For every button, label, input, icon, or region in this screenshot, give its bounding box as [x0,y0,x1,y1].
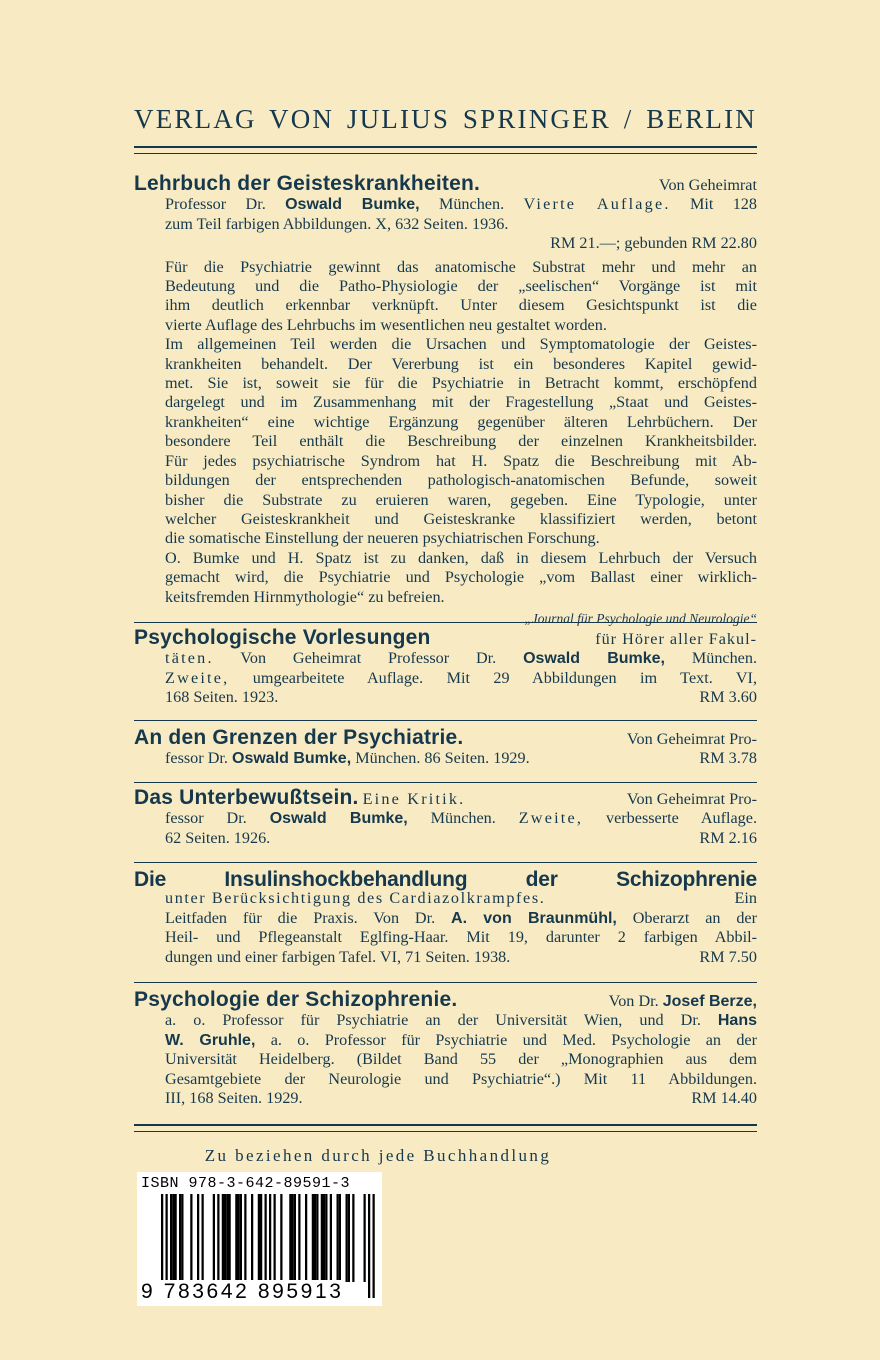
entry-text: a. o. Professor für Psychiatrie an der Universität Wien, und Dr. [165,1011,701,1030]
barcode-bar [314,1194,316,1282]
barcode-bar [330,1194,332,1282]
entry-text: für Hörer aller Fakul- [595,630,757,648]
entry-text: umgearbeitete Auflage. Mit 29 Abbildungen im Text. VI, [252,668,757,687]
entry-text: Oberarzt an der [632,908,758,927]
book-entry [134,788,757,848]
book-title: Psychologie der Schizophrenie. [134,988,458,1011]
barcode-bar [181,1194,183,1282]
barcode-bar [321,1194,323,1282]
barcode-bar [251,1194,253,1282]
entry-text: fessor Dr. [165,749,228,768]
review-line: O. Bumke und H. Spatz ist zu danken, daß in diesem Lehrbuch der Versuch [165,548,757,567]
review-line: krankheiten behandelt. Der Vererbung ist ein besonderes Kapitel gewid- [165,354,757,373]
entry-text: Leitfaden für die Praxis. Von Dr. [165,908,436,927]
barcode-bar [305,1194,307,1282]
barcode-bar [323,1194,325,1282]
barcode-bar [325,1194,327,1282]
author-name: Oswald Bumke, [523,650,665,668]
price: RM 7.50 [699,947,757,966]
entry-text-line: Heil- und Pflegeanstalt Eglfing-Haar. Mit 19, darunter 2 farbigen Abbil- [165,928,757,947]
entry-text-line [165,195,757,214]
divider [134,862,757,863]
review-line: Bedeutung und die Patho-Physiologie der „seelischen“ Vorgänge ist mit [165,277,757,296]
entry-text: verbesserte Auflage. [606,809,758,828]
entry-text: München. [691,649,758,668]
entry-text-line [165,809,757,828]
book-title: Die Insulinshockbehandlung der Schizophrenie [134,868,757,891]
price-row [165,829,757,848]
book-title: Das Unterbewußtsein. [134,786,359,809]
entry-text: Professor Dr. [165,195,266,214]
barcode-bar [346,1194,348,1282]
entry-text: dungen und einer farbigen Tafel. VI, 71 Seiten. 1938. [165,947,511,966]
isbn-label: ISBN 978-3-642-89591-3 [141,1175,351,1192]
edition-text: Vierte Auflage. [523,195,671,214]
entry-text: a. o. Professor für Psychiatrie und Med. Psychologie an der [270,1030,757,1049]
barcode-bar [348,1194,350,1282]
barcode-bar [222,1194,224,1282]
barcode-bar [202,1194,204,1282]
barcode-bar [292,1194,294,1282]
book-entry [134,174,757,628]
barcode-bar [244,1194,246,1282]
entry-text-line [165,909,757,928]
book-entry [134,870,757,967]
barcode-bar [337,1194,339,1282]
barcode-bar [213,1194,215,1282]
entry-text-line [165,749,530,768]
barcode-bar [373,1194,375,1298]
entry-text: 168 Seiten. 1923. [165,688,279,707]
entry-text: München. [438,195,505,214]
price-row [165,948,757,967]
entry-text: Von Geheimrat [658,176,757,194]
barcode-bar [312,1194,314,1282]
entry-text: Von Geheimrat Pro- [626,790,757,808]
entry-text-line [165,669,757,688]
barcode-bar [179,1194,181,1282]
book-entry [134,728,757,769]
barcode-bar [339,1194,341,1282]
price: RM 21.—; gebunden RM 22.80 [550,234,757,253]
entry-text-line: Gesamtgebiete der Neurologie und Psychiatrie“.) Mit 11 Abbildungen. [165,1069,757,1088]
book-title: An den Grenzen der Psychiatrie. [134,726,464,749]
barcode-bar [258,1194,260,1282]
footer-note: Zu beziehen durch jede Buchhandlung [204,1146,552,1165]
barcode-bar [294,1194,296,1282]
book-title: Psychologische Vorlesungen [134,626,431,649]
entry-text-line [165,1031,757,1050]
entry-text-line [165,649,757,668]
review-line: Im allgemeinen Teil werden die Ursachen und Symptomatologie der Geistes- [165,335,757,354]
author-name: Hans [717,1012,757,1030]
price-row [165,1089,757,1108]
entry-text: München. 86 Seiten. 1929. [355,749,530,768]
entry-text: Von Dr. [608,992,659,1010]
review-line: met. Sie ist, soweit sie für die Psychiatrie in Betracht kommt, erschöpfend [165,374,757,393]
entry-text: Mit 128 [689,195,757,214]
price-row [165,688,757,707]
book-entry [134,990,757,1108]
entry-text: Ein [734,889,757,908]
review-line: keitsfremden Hirnmythologie“ zu befreien. [165,587,445,606]
review-source: „Journal für Psychologie und Neurologie“ [524,610,757,626]
entry-title-line [134,788,465,809]
barcode-bar [298,1194,300,1282]
barcode-bar [238,1194,240,1282]
review-line: bisher die Substrate zu eruieren waren, gegeben. Eine Typologie, unter [165,490,757,509]
barcode-digits: 9 783642 895913 [141,1280,344,1303]
price: RM 3.78 [699,749,757,768]
entry-text: Von Geheimrat Pro- [626,730,757,748]
book-title: Lehrbuch der Geisteskrankheiten. [134,172,481,195]
review-line: ihm deutlich erkennbar verknüpft. Unter diesem Gesichtspunkt ist die [165,296,757,315]
review-line: welcher Geisteskrankheit und Geisteskranke klassifiziert werden, betont [165,509,757,528]
barcode-bar [217,1194,219,1282]
divider [134,782,757,783]
entry-text-line [609,992,757,1011]
review-line: vierte Auflage des Lehrbuchs im wesentlichen neu gestaltet worden. [165,315,607,334]
price-row [165,749,757,768]
review-line: bildungen der entsprechenden pathologisch-anatomischen Befunde, soweit [165,471,757,490]
divider [134,720,757,721]
barcode-bar [368,1194,370,1298]
review-line: die somatische Einstellung der neueren psychiatrischen Forschung. [165,529,600,548]
barcode-bar [190,1194,192,1282]
review-text [165,258,757,607]
divider [134,622,757,623]
footer-rule [134,1124,757,1132]
author-name: Josef Berze, [662,993,757,1010]
barcode-bar [175,1194,177,1282]
author-name: Oswald Bumke, [285,196,420,214]
isbn-barcode [137,1172,382,1306]
entry-text: München. [430,809,496,828]
author-name: Oswald Bumke, [269,810,408,828]
price: RM 14.40 [691,1089,757,1108]
barcode-bar [172,1194,174,1282]
barcode-bar [240,1194,242,1282]
entry-text-line: Universität Heidelberg. (Bildet Band 55 der „Monographien aus dem [165,1050,757,1069]
barcode-bar [197,1194,199,1282]
review-line: krankheiten“ eine wichtige Ergänzung gegenüber älteren Lehrbüchern. Der [165,412,757,431]
barcode-bar [224,1194,226,1282]
entry-text: III, 168 Seiten. 1929. [165,1089,303,1108]
barcode-bar [364,1194,366,1282]
barcode-bar [352,1194,354,1282]
review-line: dargelegt und im Zusammenhang mit der Fragestellung „Staat und Geistes- [165,393,757,412]
author-name: Oswald Bumke, [232,750,352,768]
author-name: W. Gruhle, [165,1031,256,1049]
review-line: Für die Psychiatrie gewinnt das anatomische Substrat mehr und mehr an [165,257,757,276]
price: RM 2.16 [699,828,757,847]
book-entry [134,628,757,708]
review-line: gemacht wird, die Psychiatrie und Psychologie „vom Ballast einer wirklich- [165,568,757,587]
review-line: besondere Teil enthält die Beschreibung der einzelnen Krankheitsbilder. [165,432,757,451]
entry-text: unter Berücksichtigung des Cardiazolkrampfes. [165,889,546,908]
barcode-bar [226,1194,228,1282]
review-line: Für jedes psychiatrische Syndrom hat H. Spatz die Beschreibung mit Ab- [165,451,757,470]
edition-text: Zweite, [518,809,584,828]
entry-text: Von Geheimrat Professor Dr. [240,649,497,668]
barcode-bar [260,1194,262,1282]
publisher-header: VERLAG VON JULIUS SPRINGER / BERLIN [134,104,757,134]
barcode-bar [316,1194,318,1282]
barcode-bar [229,1194,231,1282]
divider [134,982,757,983]
entry-text-line: zum Teil farbigen Abbildungen. X, 632 Seiten. 1936. [165,214,509,233]
barcode-bar [170,1194,172,1282]
barcode-bar [235,1194,237,1282]
author-name: A. von Braunmühl, [451,909,617,927]
barcode-bar [274,1194,276,1282]
barcode-bar [280,1194,282,1282]
entry-text: Eine Kritik. [362,790,466,808]
entry-text: fessor Dr. [165,809,247,828]
price: RM 3.60 [699,688,757,707]
header-rule [134,146,757,154]
entry-text-line [165,889,757,908]
entry-text: 62 Seiten. 1926. [165,828,271,847]
entry-text: täten. [165,649,214,668]
barcode-bar [289,1194,291,1282]
edition-text: Zweite, [165,668,230,687]
entry-text-line [165,1011,757,1030]
